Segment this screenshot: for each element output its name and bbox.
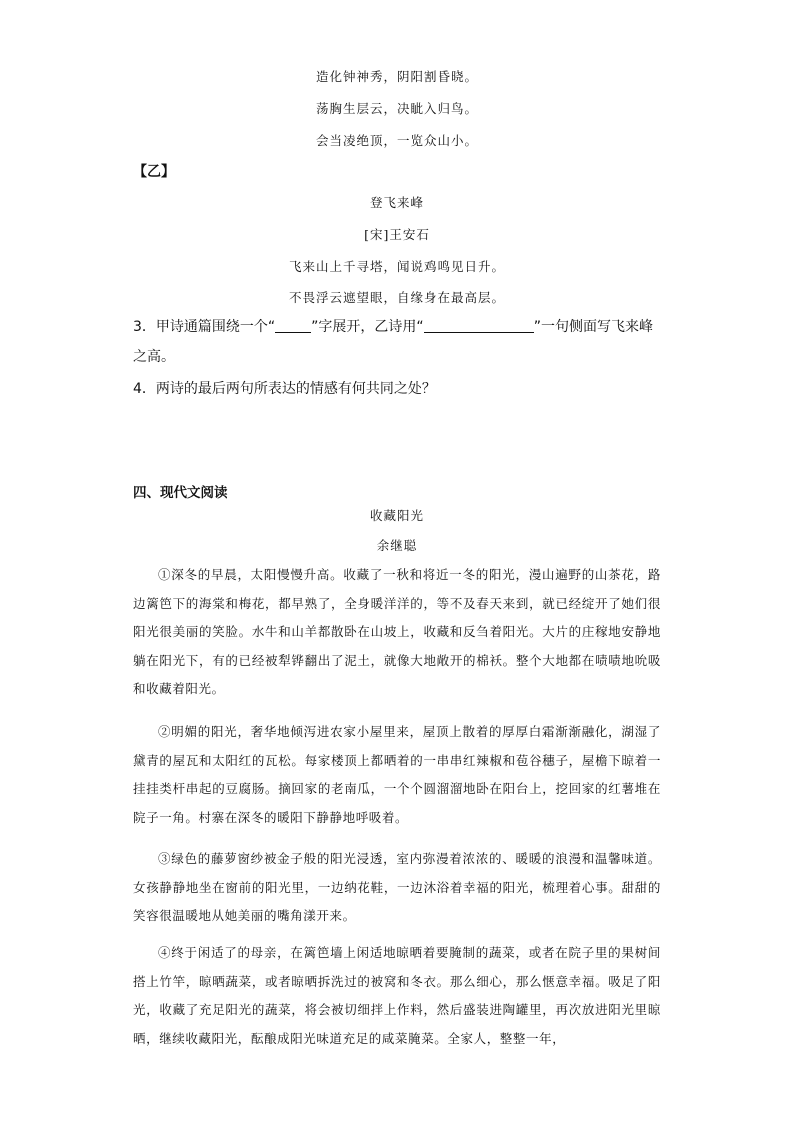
poem-jia-line-1: 造化钟神秀，阴阳割昏晓。 [315,69,478,84]
question-3 [133,312,663,372]
article-author: 余继聪 [376,538,418,553]
poem-yi-line-1: 飞来山上千寻塔，闻说鸡鸣见日升。 [288,259,505,274]
article-paragraph-2: ②明媚的阳光，奢华地倾泻进农家小屋里来，屋顶上散着的厚厚白霜渐渐融化，湖湿了黛青的屋瓦和太阳红的瓦松。每家楼顶上都晒着的一串串红辣椒和苞谷穗子，屋檐下晾着一挂挂类杆串起的豆腐肠。摘回家的老南瓜，一个个圆溜溜地卧在阳台上，挖回家的红薯堆在院子一角。村寨在深冬的暖阳下静静地呼吸着。 [133,724,661,825]
answer-blank-1[interactable] [275,318,311,333]
poem-yi-title: 登飞来峰 [369,195,424,210]
poem-yi-author: [宋]王安石 [364,227,430,242]
poem-yi-label: 【乙】 [133,164,175,180]
question-3-text-1: 3．甲诗通篇围绕一个“ [133,319,276,335]
article-paragraph-4: ④终于闲适了的母亲，在篱笆墙上闲适地晾晒着要腌制的蔬菜，或者在院子里的果树间搭上竹竿，晾晒蔬菜，或者晾晒拆洗过的被窝和冬衣。那么细心，那么惬意幸福。吸足了阳光，收藏了充足阳光的蔬菜，将会被切细拌上作料，然后盛装进陶罐里，再次放进阳光里晾晒，继续收藏阳光，酝酿成阳光味道充足的咸菜腌菜。全家人，整整一年， [133,945,661,1046]
article-paragraph-3: ③绿色的藤萝窗纱被金子般的阳光浸透，室内弥漫着浓浓的、暖暖的浪漫和温馨味道。女孩静静地坐在窗前的阳光里，一边纳花鞋，一边沐浴着幸福的阳光，梳理着心事。甜甜的笑容很温暖地从她美丽的嘴角漾开来。 [133,851,661,924]
answer-blank-2[interactable] [424,318,534,333]
poem-yi-line-2: 不畏浮云遮望眼，自缘身在最高层。 [288,290,505,305]
article-title: 收藏阳光 [369,508,424,523]
section-heading: 四、现代文阅读 [133,485,228,501]
poem-jia-line-3: 会当凌绝顶，一览众山小。 [315,133,478,148]
question-3-text-2: ”字展开，乙诗用“ [311,319,424,335]
question-3-text-3: ”一句侧面写飞来峰之高。 [133,319,653,365]
article-paragraph-1: ①深冬的早晨，太阳慢慢升高。收藏了一秋和将近一冬的阳光，漫山遍野的山茶花，路边篱笆下的海棠和梅花，都早熟了，全身暖洋洋的，等不及春天来到，就已经绽开了她们很阳光很美丽的笑脸。水牛和山羊都散卧在山坡上，收藏和反刍着阳光。大片的庄稼地安静地躺在阳光下，有的已经被犁铧翻出了泥土，就像大地敞开的棉袄。整个大地都在啧啧地吮吸和收藏着阳光。 [133,567,661,697]
poem-jia-line-2: 荡胸生层云，决眦入归鸟。 [315,101,478,116]
question-4: 4．两诗的最后两句所表达的情感有何共同之处？ [133,381,436,397]
